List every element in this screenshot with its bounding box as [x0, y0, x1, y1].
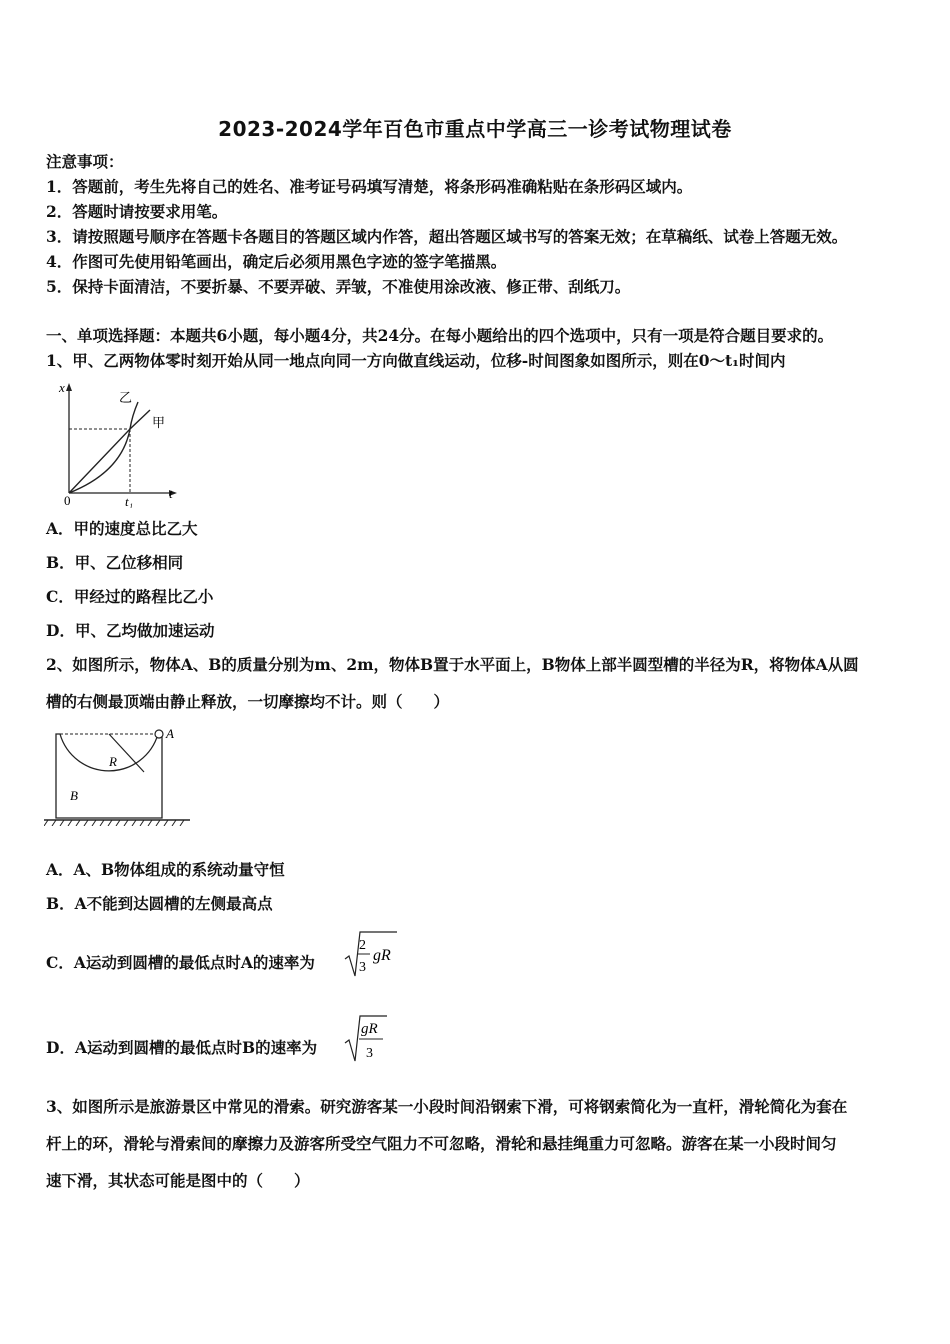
q3-line3: 速下滑，其状态可能是图中的（ ）: [46, 1171, 310, 1190]
q3-line2: 杆上的环，滑轮与滑索间的摩擦力及游客所受空气阻力不可忽略，滑轮和悬挂绳重力可忽略。游客在某一小段时间匀: [46, 1134, 837, 1153]
q2-option-c-text: C．A运动到圆槽的最低点时A的速率为: [46, 953, 315, 972]
q2-option-c-formula: [343, 929, 401, 981]
q1-option-b: B．甲、乙位移相同: [46, 553, 184, 572]
curve-label-jia: 甲: [152, 415, 166, 430]
y-axis-arrow: [66, 383, 72, 391]
axis-label-x: x: [59, 380, 65, 395]
c-denominator: 3: [359, 960, 366, 975]
q2-stem-line2: 槽的右侧最顶端由静止释放，一切摩擦均不计。则（ ）: [46, 692, 450, 711]
object-a: [155, 730, 163, 738]
q1-option-c: C．甲经过的路程比乙小: [46, 587, 214, 606]
d-denominator: 3: [366, 1046, 373, 1061]
curve-jia: [69, 410, 150, 493]
q3-line1: 3、如图所示是旅游景区中常见的滑索。研究游客某一小段时间沿钢索下滑，可将钢索简化为一直杆，滑轮简化为套在: [46, 1097, 848, 1116]
page-title: 2023-2024学年百色市重点中学高三一诊考试物理试卷: [218, 117, 732, 141]
notice-item-1: 1．答题前，考生先将自己的姓名、准考证号码填写清楚，将条形码准确粘贴在条形码区域内。: [46, 177, 693, 196]
notice-item-3: 3．请按照题号顺序在答题卡各题目的答题区域内作答，超出答题区域书写的答案无效；在草稿纸、试卷上答题无效。: [46, 227, 848, 246]
q1-option-d: D．甲、乙均做加速运动: [46, 621, 215, 640]
q2-option-d-text: D．A运动到圆槽的最低点时B的速率为: [46, 1038, 318, 1057]
tick-label-t1: t₁: [125, 494, 134, 508]
notice-heading: 注意事项：: [46, 152, 124, 171]
q2-option-d-formula: [343, 1013, 391, 1065]
q2-option-c: [46, 953, 315, 973]
block-b: [56, 734, 162, 818]
q2-stem-line1: 2、如图所示，物体A、B的质量分别为m、2m，物体B置于水平面上，B物体上部半圆型槽的半径为R，将物体A从圆: [46, 655, 859, 674]
label-b: B: [70, 788, 78, 803]
q2-groove-figure: [44, 726, 194, 826]
d-numerator: gR: [361, 1021, 378, 1037]
c-variable: gR: [373, 947, 391, 964]
notice-item-5: 5．保持卡面清洁，不要折暴、不要弄破、弄皱，不准使用涂改液、修正带、刮纸刀。: [46, 277, 631, 296]
q1-xt-graph: [52, 380, 182, 508]
label-r: R: [109, 754, 117, 769]
q1-option-a: A．甲的速度总比乙大: [46, 519, 198, 538]
q1-stem: 1、甲、乙两物体零时刻开始从同一地点向同一方向做直线运动，位移-时间图象如图所示，则在0～t₁时间内: [46, 351, 786, 370]
label-a: A: [166, 726, 174, 741]
ground-hatch: [44, 820, 184, 826]
c-numerator: 2: [359, 938, 366, 953]
axis-label-t: t: [169, 486, 173, 501]
q2-option-a: A．A、B物体组成的系统动量守恒: [46, 860, 285, 879]
origin-label: 0: [64, 493, 71, 508]
q2-option-d: [46, 1038, 317, 1058]
notice-item-4: 4．作图可先使用铅笔画出，确定后必须用黑色字迹的签字笔描黑。: [46, 252, 507, 271]
curve-yi: [69, 402, 138, 493]
section-heading: 一、单项选择题：本题共6小题，每小题4分，共24分。在每小题给出的四个选项中，只有一项是符合题目要求的。: [46, 326, 834, 345]
q2-option-b: B．A不能到达圆槽的左侧最高点: [46, 894, 273, 913]
curve-label-yi: 乙: [119, 390, 133, 405]
notice-item-2: 2．答题时请按要求用笔。: [46, 202, 228, 221]
